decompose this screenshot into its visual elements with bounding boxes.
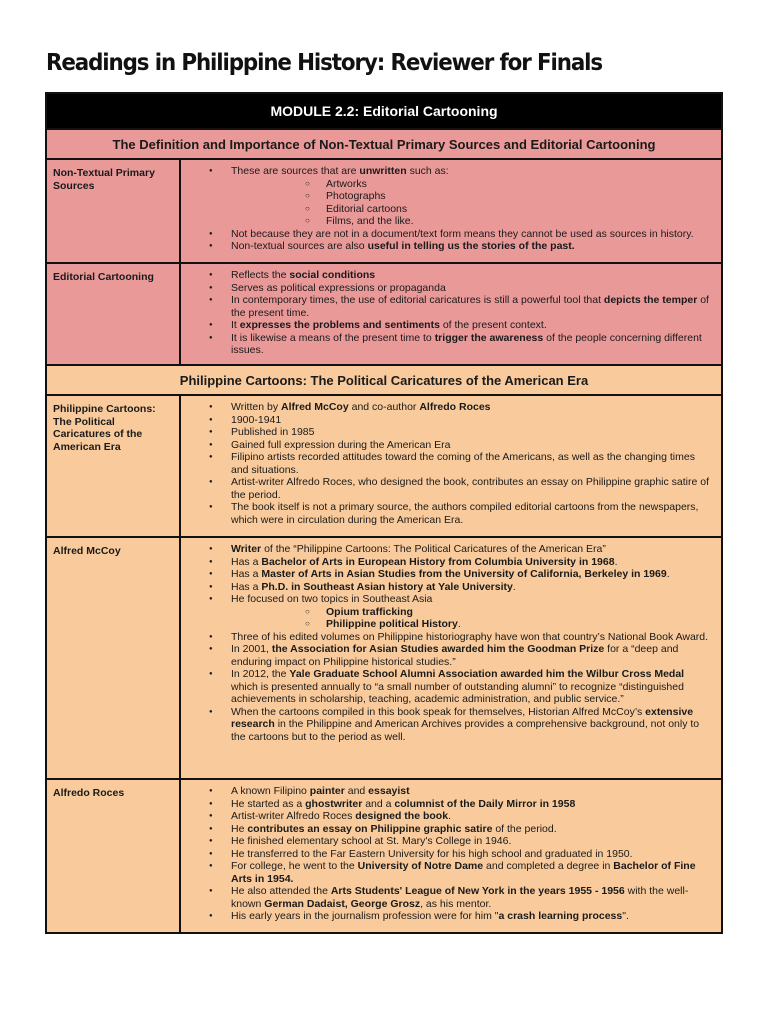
bold-text: unwritten [359,165,407,177]
text: It is likewise a means of the present time to [231,331,435,344]
section-heading: The Definition and Importance of Non-Textual Primary Sources and Editorial Cartooning [46,129,722,159]
row-label: Non-Textual Primary Sources [46,159,180,263]
sub-bullet-item [231,203,713,216]
sub-bullet-item [231,606,713,619]
bullet-item [181,451,713,476]
text: When the cartoons compiled in this book speak for themselves, Historian Alfred McCoy’s [231,705,646,718]
bullet-item [181,332,713,357]
bullet-item [181,543,713,556]
bullet-item [181,165,713,228]
bold-text: Bachelor of Fine Arts in 1954. [231,860,696,885]
bold-text: Alfred McCoy [281,401,349,413]
bullet-item [181,501,713,526]
bold-text: Master of Arts in Asian Studies from the University of California, Berkeley in 1969 [261,568,667,580]
bullet-item [181,810,713,823]
bold-text: social conditions [289,269,376,281]
text: He transferred to the Far Eastern University for his high school and graduated in 1950. [231,847,633,860]
text: He started as a [231,797,306,810]
text: It [231,319,240,331]
bold-text: columnist of the Daily Mirror in 1958 [394,797,576,810]
bold-text: Arts Students' League of New York in the years 1955 - 1956 [330,885,625,897]
text: Photographs [326,190,386,202]
bullet-item [181,631,713,644]
bullet-item [181,835,713,848]
module-header-row [46,93,722,129]
sub-bullet-list [231,178,713,228]
text: . [614,555,618,568]
text: . [457,618,461,630]
text: The book itself is not a primary source, the authors compiled editorial cartoons from the newspapers, which were in circulation during the American Era. [231,501,699,526]
section-heading-row [46,129,722,159]
bold-text: Alfredo Roces [419,401,491,413]
text: Non-textual sources are also [231,240,368,252]
text: and [344,785,369,797]
bold-text: Opium trafficking [326,605,413,618]
bullet-item [181,798,713,811]
bold-text: depicts the temper [603,294,698,306]
text: and completed a degree in [483,860,614,872]
table-row [46,779,722,933]
bullet-item [181,319,713,332]
table-row [46,159,722,263]
bullet-list [181,401,713,526]
text: which is presented annually to “a small number of outstanding alumni” to recognize “distinguished achievements in scholarship, teaching, academic administration, and public service.” [231,680,684,705]
row-content [180,779,722,933]
text: His early years in the journalism profession were for him " [231,910,499,922]
section-heading-row [46,365,722,395]
text: and co-author [348,401,420,413]
bold-text: contributes an essay on Philippine graphic satire [247,822,493,835]
text: In contemporary times, the use of editorial caricatures is still a powerful tool that [231,294,604,306]
bold-text: expresses the problems and sentiments [239,319,440,331]
bullet-item [181,282,713,295]
text: , as his mentor. [420,897,492,910]
bullet-item [181,706,713,744]
text: Reflects the [231,269,290,281]
bullet-list [181,165,713,253]
bullet-item [181,414,713,427]
bold-text: Writer [231,543,262,555]
sub-bullet-item [231,215,713,228]
text: of the present time. [231,294,709,319]
reviewer-table [45,92,723,934]
bullet-item [181,910,713,923]
bold-text: ghostwriter [305,797,363,810]
text: Serves as political expressions or propaganda [231,281,446,294]
text: Has a [231,568,262,580]
row-label: Philippine Cartoons: The Political Caricatures of the American Era [46,395,180,537]
bullet-item [181,668,713,706]
text: A known Filipino [231,785,310,797]
sub-bullet-item [231,190,713,203]
bold-text: useful in telling us the stories of the past. [367,240,575,252]
bullet-item [181,581,713,594]
table-row [46,537,722,779]
bold-text: trigger the awareness [434,331,544,344]
sub-bullet-item [231,618,713,631]
text: Three of his edited volumes on Philippine historiography have won that country’s National Book Award. [231,630,709,643]
section-heading: Philippine Cartoons: The Political Caricatures of the American Era [46,365,722,395]
table-row [46,263,722,365]
text: . [666,568,670,580]
text: In 2012, the [231,668,290,680]
bold-text: University of Notre Dame [357,860,484,872]
text: with the well-known [231,885,689,910]
text: 1900-1941 [231,413,282,426]
text: In 2001, [231,643,272,655]
row-label: Alfredo Roces [46,779,180,933]
bullet-item [181,823,713,836]
text: These are sources that are [231,165,360,177]
bullet-list [181,269,713,357]
bullet-item [181,556,713,569]
text: Editorial cartoons [326,202,408,215]
bullet-item [181,426,713,439]
bold-text: German Dadaist, George Grosz [264,897,421,910]
bullet-item [181,885,713,910]
row-content [180,263,722,365]
text: of the present context. [439,319,547,331]
text: of the “Philippine Cartoons: The Political Caricatures of the American Era” [261,543,606,555]
bullet-item [181,476,713,501]
bullet-list [181,785,713,923]
text: such as: [406,165,449,177]
bullet-item [181,439,713,452]
bold-text: essayist [368,785,410,797]
bullet-item [181,228,713,241]
text: Published in 1985 [231,426,315,438]
bold-text: a crash learning process [498,910,623,922]
text: Written by [231,401,281,413]
text: He [231,822,248,835]
bullet-item [181,860,713,885]
sub-bullet-list [231,606,713,631]
text: Artworks [326,177,367,190]
bold-text: Philippine political History [326,618,458,630]
text: Films, and the like. [326,215,414,227]
text: Artist-writer Alfredo Roces [231,810,356,822]
text: Artist-writer Alfredo Roces, who designed the book, contributes an essay on Philippine graphic satire of the period. [231,476,710,501]
row-content [180,159,722,263]
module-header: MODULE 2.2: Editorial Cartooning [46,93,722,129]
bold-text: extensive research [231,705,694,730]
text: and a [362,797,395,810]
text: Not because they are not in a document/text form means they cannot be used as sources in history. [231,227,694,240]
bullet-item [181,401,713,414]
bold-text: Bachelor of Arts in European History from Columbia University in 1968 [261,555,615,568]
text: He finished elementary school at St. Mary's College in 1946. [231,835,512,847]
sub-bullet-item [231,178,713,191]
row-content [180,395,722,537]
bullet-item [181,848,713,861]
row-content [180,537,722,779]
text: Has a [231,580,262,593]
bullet-item [181,643,713,668]
text: Filipino artists recorded attitudes toward the coming of the Americans, as well as the changing times and situations. [231,451,695,476]
bold-text: Ph.D. in Southeast Asian history at Yale University [261,580,513,593]
bullet-list [181,543,713,743]
bullet-item [181,785,713,798]
bold-text: the Association for Asian Studies awarded him the Goodman Prize [271,643,605,655]
bold-text: painter [309,785,345,797]
text: in the Philippine and American Archives provides a comprehensive background, not only to the cartoons but to the period as well. [231,718,700,743]
document-title: Readings in Philippine History: Reviewer for Finals [46,50,602,76]
text: For college, he went to the [231,860,358,872]
bullet-item [181,240,713,253]
text: He focused on two topics in Southeast Asia [231,593,433,605]
bullet-item [181,568,713,581]
text: . [448,810,451,822]
bullet-item [181,269,713,282]
text: for a “deep and enduring impact on Philippine historical studies.” [231,643,679,668]
bold-text: Yale Graduate School Alumni Association awarded him the Wilbur Cross Medal [289,668,685,680]
text: ". [622,910,629,922]
table-row [46,395,722,537]
text: of the people concerning different issues. [231,331,702,356]
row-label: Alfred McCoy [46,537,180,779]
row-label: Editorial Cartooning [46,263,180,365]
bold-text: designed the book [355,810,449,822]
text: Gained full expression during the American Era [231,438,451,451]
bullet-item [181,294,713,319]
text: of the period. [492,822,557,835]
text: He also attended the [231,885,331,897]
text: . [512,580,516,593]
bullet-item [181,593,713,631]
text: Has a [231,555,262,568]
